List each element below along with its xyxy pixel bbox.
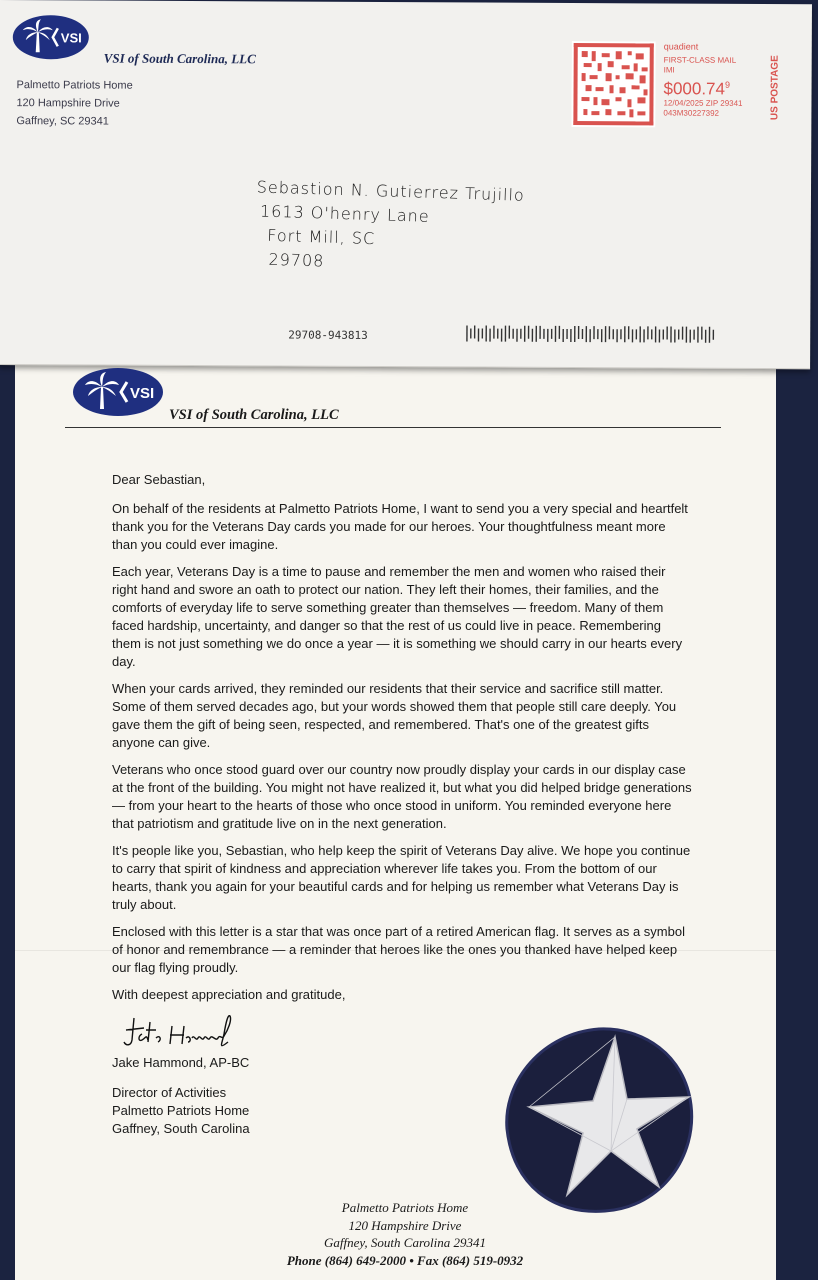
postage-amount: $000.74$^9$ (663, 79, 731, 99)
return-address-line: Palmetto Patriots Home (16, 79, 133, 92)
postage-serial: 043M30227392 (663, 108, 720, 118)
postage-brand: quadient (663, 41, 699, 52)
return-address-line: Gaffney, SC 29341 (16, 115, 109, 128)
footer-line: 120 Hampshire Drive (348, 1217, 462, 1233)
paragraph: Each year, Veterans Day is a time to pause and remember the men and women who raised their right hand and swore an oath to protect our nation. They left their homes, their families, and the comforts of everyday life to serve something greater than themselves — freedom. Many of them faced hardship, uncertainty, and danger so that the rest of us could live in peace. Remembering them is not just something we do once a year — it is something we should carry in our hearts every day. (112, 564, 683, 669)
letter-footer (255, 1199, 555, 1269)
paragraph: On behalf of the residents at Palmetto Patriots Home, I want to send you a very special and heartfelt thank you for the Veterans Day cards you made for our heroes. Your thoughtfulness meant more than you could ever imagine. (112, 501, 688, 552)
footer-line: Palmetto Patriots Home (341, 1200, 469, 1215)
flag-star-patch (503, 1025, 695, 1215)
paragraph: Veterans who once stood guard over our country now proudly display your cards in our display case at the front of the building. You might not have realized it, but what you did helped bridge generations — from your heart to the hearts of those who once stood in uniform. You reminded everyone here that patriotism and gratitude live on in the next generation. (112, 762, 692, 831)
envelope-company-name: VSI of South Carolina, LLC (103, 50, 256, 67)
recipient-line: Sebastion N. Gutierrez Trujillo (256, 177, 526, 205)
vsi-logo-text: VSI (60, 30, 82, 46)
signer-name: Jake Hammond, AP-BC (112, 1055, 250, 1070)
signer-location: Gaffney, South Carolina (112, 1121, 250, 1136)
postage-class: FIRST-CLASS MAIL (663, 55, 737, 65)
recipient-address (254, 177, 525, 281)
recipient-line: Fort Mill, SC (266, 225, 376, 249)
paragraph: It's people like you, Sebastian, who help keep the spirit of Veterans Day alive. We hope you continue to carry that spirit of kindness and appreciation wherever life takes you. From the bottom of our hearts, thank you again for your beautiful cards and for helping us remember what Veterans Day is truly about. (112, 843, 691, 912)
greeting: Dear Sebastian, (112, 472, 206, 487)
return-address-line: 120 Hampshire Drive (16, 97, 120, 110)
footer-phone-fax: Phone (864) 649-2000 • Fax (864) 519-0932 (286, 1252, 524, 1268)
handwritten-signature (120, 1012, 250, 1052)
postage-info (663, 41, 742, 118)
letter-company-name: VSI of South Carolina, LLC (169, 407, 339, 423)
return-address (16, 76, 132, 131)
footer-line: Gaffney, South Carolina 29341 (323, 1235, 487, 1250)
vsi-logo (72, 366, 164, 418)
letter (15, 365, 776, 1280)
envelope (0, 0, 812, 369)
barcode-number: 29708-943813 (288, 328, 368, 342)
recipient-line: 1613 O'henry Lane (259, 201, 431, 226)
postage-2d-barcode (571, 41, 655, 127)
us-postage-label: US POSTAGE (769, 55, 781, 121)
paragraph: When your cards arrived, they reminded our residents that their service and sacrifice still matter. Some of them served decades ago, but your words showed them that people still care deeply. You gave them the gift of being seen, respected, and remembered. That's one of the greatest gifts anyone can give. (112, 681, 677, 750)
signer-title: Director of Activities (112, 1085, 227, 1100)
postage-meter-stamp (571, 41, 789, 134)
postal-barcode (464, 324, 718, 343)
postage-imi: IMI (663, 65, 675, 75)
vsi-logo-text: VSI (130, 385, 155, 402)
vsi-logo (12, 12, 90, 62)
postage-date-zip: 12/04/2025 ZIP 29341 (663, 98, 743, 108)
closing: With deepest appreciation and gratitude, (112, 987, 346, 1002)
signer-org: Palmetto Patriots Home (112, 1103, 250, 1118)
letterhead-divider (65, 427, 721, 428)
recipient-line: 29708 (268, 249, 325, 271)
paragraph: Enclosed with this letter is a star that was once part of a retired American flag. It serves as a symbol of honor and remembrance — a reminder that heroes like the ones you thanked have helped keep our flag flying proudly. (112, 924, 685, 975)
